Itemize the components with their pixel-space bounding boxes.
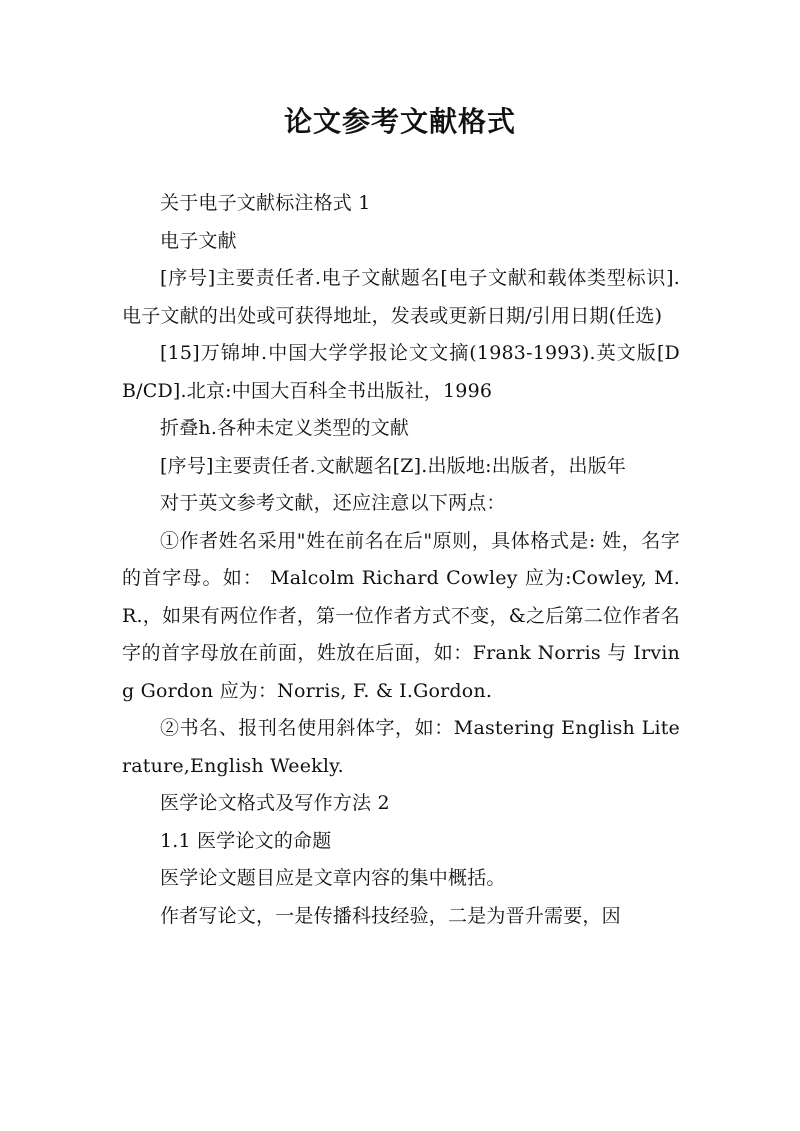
paragraph-author-name-rule: ①作者姓名采用"姓在前名在后"原则，具体格式是: 姓，名字的首字母。如： Malcolm Richard Cowley 应为:Cowley, M.R.，如果有两位作者，第一位作者方式不变，&之后第二位作者名字的首字母放在前面，姓放在后面，如：Frank Norris 与 Irving Gordon 应为：Norris, F. & I.Gordon. [122, 529, 680, 702]
paragraph-english-refs-intro: 对于英文参考文献，还应注意以下两点： [160, 492, 506, 514]
document-body [122, 185, 680, 935]
document-title: 论文参考文献格式 [283, 105, 516, 138]
paragraph-e-doc-example: [15]万锦坤.中国大学学报论文文摘(1983-1993).英文版[DB/CD].北京:中国大百科全书出版社，1996 [122, 342, 680, 402]
paragraph-undefined-type-template: [序号]主要责任者.文献题名[Z].出版地:出版者，出版年 [160, 454, 627, 477]
paragraph-undefined-type-heading: 折叠h.各种未定义类型的文献 [160, 417, 410, 439]
paragraph-e-doc-format-heading: 关于电子文献标注格式 1 [160, 192, 371, 214]
paragraph-e-doc-label: 电子文献 [160, 229, 237, 252]
paragraph-section-1-1: 1.1 医学论文的命题 [160, 829, 332, 852]
paragraph-title-summary: 医学论文题目应是文章内容的集中概括。 [160, 867, 506, 889]
paragraph-italic-title-rule: ②书名、报刊名使用斜体字，如：Mastering English Literature,English Weekly. [122, 717, 680, 777]
paragraph-medical-paper-heading: 医学论文格式及写作方法 2 [160, 792, 390, 814]
paragraph-e-doc-template: [序号]主要责任者.电子文献题名[电子文献和载体类型标识].电子文献的出处或可获得地址，发表或更新日期/引用日期(任选) [122, 267, 680, 327]
paragraph-author-purpose: 作者写论文，一是传播科技经验，二是为晋升需要，因 [160, 904, 621, 927]
